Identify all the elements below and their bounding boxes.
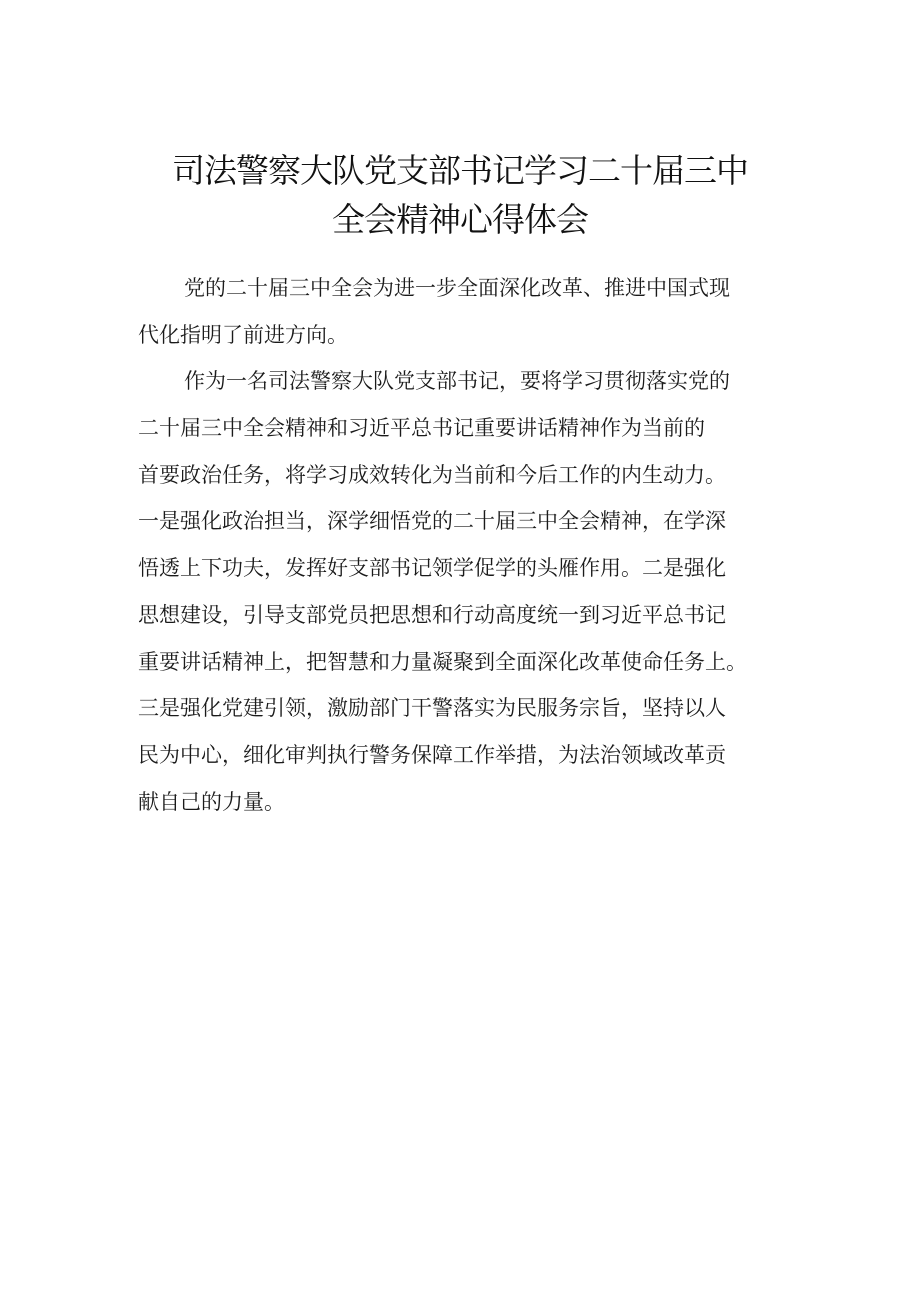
paragraph-2-line-6: 思想建设，引导支部党员把思想和行动高度统一到习近平总书记 bbox=[138, 602, 726, 627]
paragraph-2-line-8: 三是强化党建引领，激励部门干警落实为民服务宗旨，坚持以人 bbox=[138, 696, 726, 721]
paragraph-2 bbox=[138, 358, 798, 825]
paragraph-2-line-3: 首要政治任务，将学习成效转化为当前和今后工作的内生动力。 bbox=[138, 462, 726, 487]
paragraph-1-line-1: 党的二十届三中全会为进一步全面深化改革、推进中国式现 bbox=[184, 276, 730, 300]
paragraph-1 bbox=[138, 265, 798, 358]
document-body bbox=[138, 265, 798, 825]
title-line-2: 全会精神心得体会 bbox=[332, 200, 588, 239]
document-title bbox=[0, 146, 920, 244]
paragraph-2-line-10: 献自己的力量。 bbox=[138, 789, 285, 814]
title-line-1: 司法警察大队党支部书记学习二十届三中 bbox=[172, 151, 748, 190]
paragraph-2-line-9: 民为中心，细化审判执行警务保障工作举措，为法治领域改革贡 bbox=[138, 742, 726, 767]
paragraph-2-line-4: 一是强化政治担当，深学细悟党的二十届三中全会精神，在学深 bbox=[138, 509, 726, 534]
paragraph-2-line-7: 重要讲话精神上，把智慧和力量凝聚到全面深化改革使命任务上。 bbox=[138, 649, 747, 674]
paragraph-2-line-5: 悟透上下功夫，发挥好支部书记领学促学的头雁作用。二是强化 bbox=[138, 556, 726, 581]
paragraph-1-line-2: 代化指明了前进方向。 bbox=[138, 322, 348, 347]
paragraph-2-line-1: 作为一名司法警察大队党支部书记，要将学习贯彻落实党的 bbox=[184, 369, 730, 394]
paragraph-2-line-2: 二十届三中全会精神和习近平总书记重要讲话精神作为当前的 bbox=[138, 416, 705, 441]
